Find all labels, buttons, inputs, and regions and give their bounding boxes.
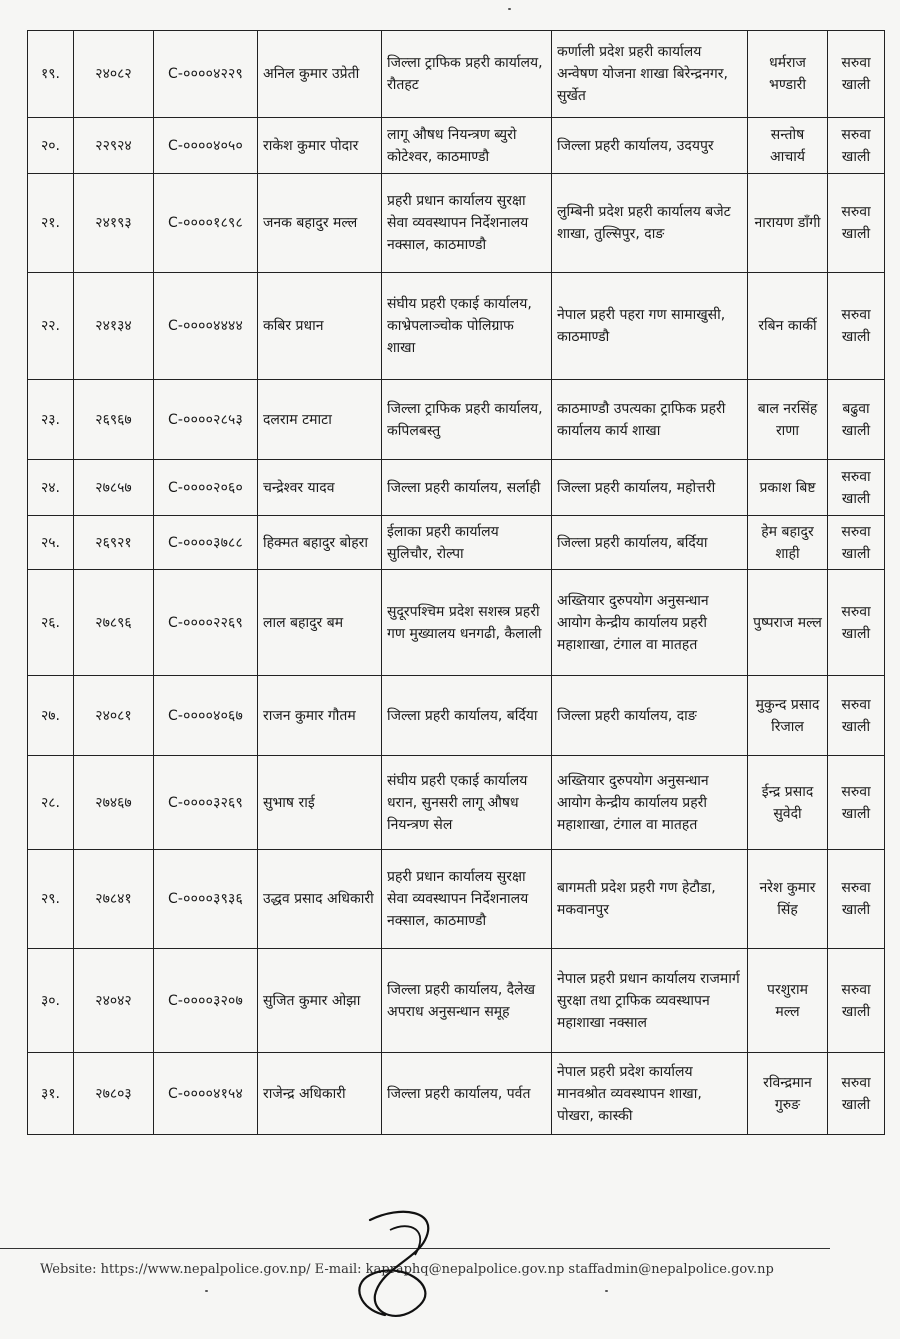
transfer-table — [27, 30, 885, 1135]
row-recommender: मुकुन्द प्रसाद रिजाल — [748, 676, 828, 756]
row-from-office: सुदूरपश्चिम प्रदेश सशस्त्र प्रहरी गण मुख्यालय धनगढी, कैलाली — [382, 570, 552, 676]
table-row — [28, 949, 885, 1053]
row-recommender: परशुराम मल्ल — [748, 949, 828, 1053]
row-remark: सरुवा खाली — [828, 570, 885, 676]
row-to-office: नेपाल प्रहरी प्रदेश कार्यालय मानवश्रोत व्यवस्थापन शाखा, पोखरा, कास्की — [552, 1053, 748, 1135]
row-serial-number: २१. — [28, 174, 74, 273]
row-serial-number: २७. — [28, 676, 74, 756]
table-row — [28, 1053, 885, 1135]
row-id-number: २७८०३ — [74, 1053, 154, 1135]
table-row — [28, 516, 885, 570]
row-code: C-००००४२२९ — [154, 31, 258, 118]
row-id-number: २६९६७ — [74, 380, 154, 460]
scan-speck — [508, 8, 511, 10]
row-to-office: नेपाल प्रहरी पहरा गण सामाखुसी, काठमाण्डौ — [552, 273, 748, 380]
row-recommender: नरेश कुमार सिंह — [748, 850, 828, 949]
row-from-office: प्रहरी प्रधान कार्यालय सुरक्षा सेवा व्यवस्थापन निर्देशनालय नक्साल, काठमाण्डौ — [382, 174, 552, 273]
row-remark: सरुवा खाली — [828, 1053, 885, 1135]
table-row — [28, 174, 885, 273]
row-remark: सरुवा खाली — [828, 118, 885, 174]
signature — [330, 1200, 490, 1339]
row-recommender: बाल नरसिंह राणा — [748, 380, 828, 460]
row-to-office: अख्तियार दुरुपयोग अनुसन्धान आयोग केन्द्रीय कार्यालय प्रहरी महाशाखा, टंगाल वा मातहत — [552, 756, 748, 850]
row-to-office: नेपाल प्रहरी प्रधान कार्यालय राजमार्ग सुरक्षा तथा ट्राफिक व्यवस्थापन महाशाखा नक्साल — [552, 949, 748, 1053]
row-id-number: २४०८१ — [74, 676, 154, 756]
row-from-office: जिल्ला ट्राफिक प्रहरी कार्यालय, रौतहट — [382, 31, 552, 118]
table-row — [28, 676, 885, 756]
row-id-number: २६९२१ — [74, 516, 154, 570]
row-from-office: जिल्ला प्रहरी कार्यालय, सर्लाही — [382, 460, 552, 516]
row-serial-number: २९. — [28, 850, 74, 949]
row-serial-number: २२. — [28, 273, 74, 380]
table-row — [28, 756, 885, 850]
row-code: C-००००४४४४ — [154, 273, 258, 380]
row-serial-number: २५. — [28, 516, 74, 570]
row-from-office: जिल्ला प्रहरी कार्यालय, बर्दिया — [382, 676, 552, 756]
row-remark: सरुवा खाली — [828, 676, 885, 756]
row-name: लाल बहादुर बम — [258, 570, 382, 676]
row-from-office: जिल्ला ट्राफिक प्रहरी कार्यालय, कपिलबस्तु — [382, 380, 552, 460]
row-from-office: जिल्ला प्रहरी कार्यालय, पर्वत — [382, 1053, 552, 1135]
row-remark: सरुवा खाली — [828, 850, 885, 949]
row-code: C-००००१८९८ — [154, 174, 258, 273]
row-recommender: पुष्पराज मल्ल — [748, 570, 828, 676]
row-code: C-००००३७८८ — [154, 516, 258, 570]
row-name: चन्द्रेश्वर यादव — [258, 460, 382, 516]
row-to-office: जिल्ला प्रहरी कार्यालय, महोत्तरी — [552, 460, 748, 516]
row-id-number: २७८९६ — [74, 570, 154, 676]
row-id-number: २४१३४ — [74, 273, 154, 380]
row-serial-number: २३. — [28, 380, 74, 460]
row-code: C-००००२८५३ — [154, 380, 258, 460]
row-id-number: २२९२४ — [74, 118, 154, 174]
row-code: C-००००३२६९ — [154, 756, 258, 850]
table-row — [28, 460, 885, 516]
row-id-number: २७४६७ — [74, 756, 154, 850]
row-remark: सरुवा खाली — [828, 949, 885, 1053]
row-recommender: रविन्द्रमान गुरुङ — [748, 1053, 828, 1135]
row-from-office: ईलाका प्रहरी कार्यालय सुलिचौर, रोल्पा — [382, 516, 552, 570]
row-to-office: बागमती प्रदेश प्रहरी गण हेटौडा, मकवानपुर — [552, 850, 748, 949]
table-row — [28, 380, 885, 460]
row-code: C-००००४०५० — [154, 118, 258, 174]
row-to-office: काठमाण्डौ उपत्यका ट्राफिक प्रहरी कार्यालय कार्य शाखा — [552, 380, 748, 460]
row-id-number: २४०४२ — [74, 949, 154, 1053]
row-remark: सरुवा खाली — [828, 31, 885, 118]
row-to-office: जिल्ला प्रहरी कार्यालय, दाङ — [552, 676, 748, 756]
row-remark: सरुवा खाली — [828, 460, 885, 516]
row-serial-number: २०. — [28, 118, 74, 174]
row-recommender: प्रकाश बिष्ट — [748, 460, 828, 516]
row-from-office: जिल्ला प्रहरी कार्यालय, दैलेख अपराध अनुसन्धान समूह — [382, 949, 552, 1053]
row-recommender: धर्मराज भण्डारी — [748, 31, 828, 118]
row-name: सुभाष राई — [258, 756, 382, 850]
row-name: राजन कुमार गौतम — [258, 676, 382, 756]
row-name: अनिल कुमार उप्रेती — [258, 31, 382, 118]
row-remark: सरुवा खाली — [828, 273, 885, 380]
row-code: C-००००३२०७ — [154, 949, 258, 1053]
row-to-office: जिल्ला प्रहरी कार्यालय, उदयपुर — [552, 118, 748, 174]
row-to-office: कर्णाली प्रदेश प्रहरी कार्यालय अन्वेषण योजना शाखा बिरेन्द्रनगर, सुर्खेत — [552, 31, 748, 118]
row-code: C-००००३९३६ — [154, 850, 258, 949]
row-code: C-००००२२६९ — [154, 570, 258, 676]
row-serial-number: २६. — [28, 570, 74, 676]
row-recommender: हेम बहादुर शाही — [748, 516, 828, 570]
row-serial-number: ३१. — [28, 1053, 74, 1135]
row-id-number: २७८४१ — [74, 850, 154, 949]
table-row — [28, 31, 885, 118]
row-from-office: संघीय प्रहरी एकाई कार्यालय धरान, सुनसरी लागू औषध नियन्त्रण सेल — [382, 756, 552, 850]
row-from-office: संघीय प्रहरी एकाई कार्यालय, काभ्रेपलाञ्चोक पोलिग्राफ शाखा — [382, 273, 552, 380]
row-recommender: सन्तोष आचार्य — [748, 118, 828, 174]
row-name: हिक्मत बहादुर बोहरा — [258, 516, 382, 570]
row-code: C-००००२०६० — [154, 460, 258, 516]
row-name: सुजित कुमार ओझा — [258, 949, 382, 1053]
row-code: C-००००४०६७ — [154, 676, 258, 756]
row-remark: सरुवा खाली — [828, 516, 885, 570]
row-to-office: जिल्ला प्रहरी कार्यालय, बर्दिया — [552, 516, 748, 570]
row-serial-number: २४. — [28, 460, 74, 516]
row-name: राकेश कुमार पोदार — [258, 118, 382, 174]
row-recommender: नारायण डाँगी — [748, 174, 828, 273]
row-name: उद्धव प्रसाद अधिकारी — [258, 850, 382, 949]
row-id-number: २४०८२ — [74, 31, 154, 118]
row-id-number: २४१९३ — [74, 174, 154, 273]
table-row — [28, 570, 885, 676]
row-code: C-००००४१५४ — [154, 1053, 258, 1135]
row-remark: बढुवा खाली — [828, 380, 885, 460]
table-row — [28, 850, 885, 949]
table-row — [28, 273, 885, 380]
row-name: राजेन्द्र अधिकारी — [258, 1053, 382, 1135]
row-serial-number: ३०. — [28, 949, 74, 1053]
row-name: जनक बहादुर मल्ल — [258, 174, 382, 273]
row-recommender: ईन्द्र प्रसाद सुवेदी — [748, 756, 828, 850]
row-recommender: रबिन कार्की — [748, 273, 828, 380]
footer-contact: Website: https://www.nepalpolice.gov.np/ E-mail: kapraphq@nepalpolice.gov.np staffadmin@nepalpolice.gov.np — [40, 1262, 774, 1277]
row-remark: सरुवा खाली — [828, 174, 885, 273]
row-name: कबिर प्रधान — [258, 273, 382, 380]
row-id-number: २७८५७ — [74, 460, 154, 516]
table-body — [28, 31, 885, 1135]
row-to-office: अख्तियार दुरुपयोग अनुसन्धान आयोग केन्द्रीय कार्यालय प्रहरी महाशाखा, टंगाल वा मातहत — [552, 570, 748, 676]
row-from-office: प्रहरी प्रधान कार्यालय सुरक्षा सेवा व्यवस्थापन निर्देशनालय नक्साल, काठमाण्डौ — [382, 850, 552, 949]
row-from-office: लागू औषध नियन्त्रण ब्युरो कोटेश्वर, काठमाण्डौ — [382, 118, 552, 174]
table-row — [28, 118, 885, 174]
row-remark: सरुवा खाली — [828, 756, 885, 850]
row-serial-number: १९. — [28, 31, 74, 118]
scan-speck — [205, 1290, 208, 1292]
row-name: दलराम टमाटा — [258, 380, 382, 460]
row-serial-number: २८. — [28, 756, 74, 850]
scan-speck — [605, 1290, 608, 1292]
row-to-office: लुम्बिनी प्रदेश प्रहरी कार्यालय बजेट शाखा, तुल्सिपुर, दाङ — [552, 174, 748, 273]
